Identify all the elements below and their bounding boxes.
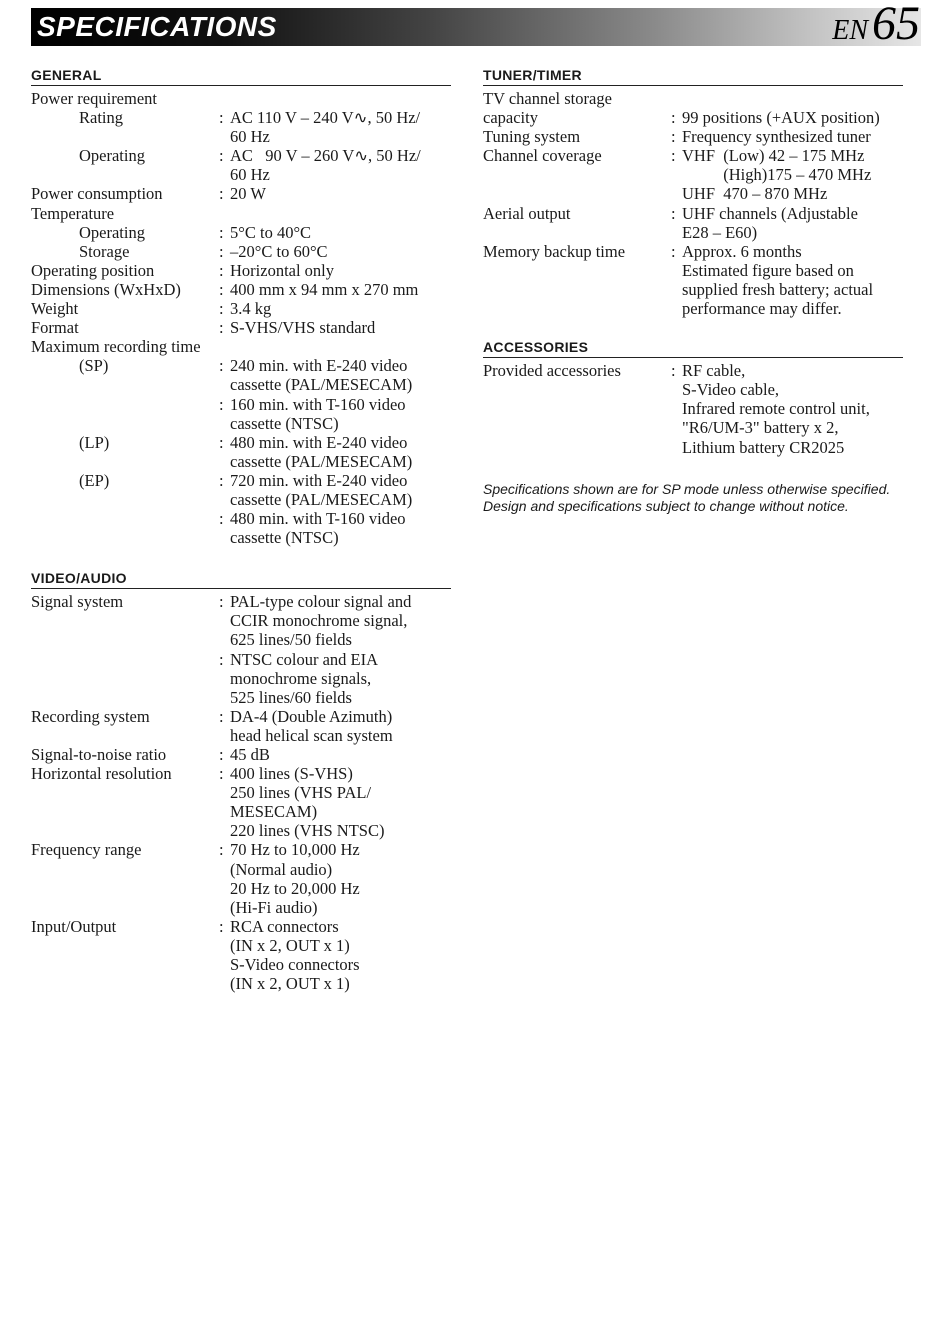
video-audio-section: [31, 569, 451, 993]
spec-label: Maximum recording time: [31, 337, 201, 357]
general-section: [31, 66, 451, 547]
spec-value: DA-4 (Double Azimuth) head helical scan system: [230, 706, 393, 745]
spec-row: (SP) : 240 min. with E-240 video cassette (PAL/MESECAM): [31, 356, 451, 394]
spec-row: (LP) : 480 min. with E-240 video cassette (PAL/MESECAM): [31, 433, 451, 471]
spec-label: Temperature: [31, 203, 115, 223]
spec-label: Operating position: [31, 260, 155, 280]
spec-label: [31, 509, 219, 547]
spec-label: (EP): [79, 470, 110, 490]
spec-label: Operating: [79, 222, 145, 242]
spec-value: UHF channels (Adjustable E28 – E60): [682, 203, 858, 242]
spec-row: [31, 89, 451, 108]
language-code: EN: [832, 15, 868, 46]
spec-value: NTSC colour and EIA monochrome signals, 525 lines/60 fields: [230, 649, 379, 707]
spec-value: 240 min. with E-240 video cassette (PAL/MESECAM): [230, 356, 413, 395]
spec-row: Horizontal resolution : 400 lines (S-VHS) 250 lines (VHS PAL/ MESECAM) 220 lines (VHS NTSC): [31, 764, 451, 840]
spec-value: Approx. 6 months Estimated figure based on supplied fresh battery; actual performance may differ.: [682, 241, 874, 319]
spec-label: Power consumption: [31, 184, 163, 204]
spec-value: S-VHS/VHS standard: [230, 318, 376, 338]
spec-label: Signal-to-noise ratio: [31, 745, 167, 764]
spec-value: –20°C to 60°C: [230, 241, 328, 261]
spec-row: Weight : 3.4 kg: [31, 299, 451, 318]
spec-row: Rating : AC 110 V – 240 V∿, 50 Hz/ 60 Hz: [31, 108, 451, 146]
spec-row: Format : S-VHS/VHS standard: [31, 318, 451, 337]
page-label: [832, 0, 920, 48]
spec-row: : NTSC colour and EIA monochrome signals, 525 lines/60 fields: [31, 650, 451, 707]
spec-row: Tuning system : Frequency synthesized tuner: [483, 127, 903, 146]
spec-value: 720 min. with E-240 video cassette (PAL/MESECAM): [230, 470, 413, 509]
spec-label: Memory backup time: [483, 241, 626, 261]
spec-value: 70 Hz to 10,000 Hz (Normal audio) 20 Hz to 20,000 Hz (Hi-Fi audio): [230, 840, 360, 917]
spec-row: Recording system : DA-4 (Double Azimuth) head helical scan system: [31, 707, 451, 745]
spec-label: Power requirement: [31, 89, 157, 108]
spec-value: Frequency synthesized tuner: [682, 127, 871, 147]
spec-value: 99 positions (+AUX position): [682, 108, 880, 128]
note-change-notice: Design and specifications subject to change without notice.: [483, 497, 849, 514]
spec-row: Storage : –20°C to 60°C: [31, 242, 451, 261]
spec-row: Aerial output : UHF channels (Adjustable E28 – E60): [483, 204, 903, 242]
spec-row: Dimensions (WxHxD) : 400 mm x 94 mm x 270 mm: [31, 280, 451, 299]
spec-row: Frequency range : 70 Hz to 10,000 Hz (Normal audio) 20 Hz to 20,000 Hz (Hi-Fi audio): [31, 840, 451, 916]
spec-label: [31, 650, 219, 707]
spec-row: Signal-to-noise ratio : 45 dB: [31, 745, 451, 764]
note-sp-mode: Specifications shown are for SP mode unless otherwise specified.: [483, 480, 891, 497]
spec-label: Input/Output: [31, 916, 117, 936]
spec-value: 20 W: [230, 184, 266, 204]
spec-value: VHF (Low) 42 – 175 MHz (High)175 – 470 MHz UHF 470 – 870 MHz: [682, 146, 872, 204]
spec-row: Operating : 5°C to 40°C: [31, 223, 451, 242]
spec-label: Rating: [79, 108, 123, 128]
spec-row: [31, 204, 451, 223]
spec-row: [483, 89, 903, 108]
spec-label: Aerial output: [483, 203, 571, 223]
spec-label: Channel coverage: [483, 146, 602, 166]
spec-label: Frequency range: [31, 840, 142, 860]
spec-row: : 480 min. with T-160 video cassette (NTSC): [31, 509, 451, 547]
right-column: [483, 66, 903, 515]
spec-row: (EP) : 720 min. with E-240 video cassette (PAL/MESECAM): [31, 471, 451, 509]
spec-row: Channel coverage : VHF (Low) 42 – 175 MHz (High)175 – 470 MHz UHF 470 – 870 MHz: [483, 146, 903, 203]
spec-value: 480 min. with T-160 video cassette (NTSC): [230, 509, 406, 548]
section-heading: ACCESSORIES: [483, 338, 903, 358]
spec-row: Memory backup time : Approx. 6 months Estimated figure based on supplied fresh battery; actual performance may differ.: [483, 242, 903, 318]
spec-label: Format: [31, 318, 79, 338]
spec-value: Horizontal only: [230, 260, 335, 280]
spec-label: Storage: [79, 241, 130, 261]
footnotes: [483, 481, 903, 515]
spec-value: AC 90 V – 260 V∿, 50 Hz/ 60 Hz: [230, 146, 421, 185]
spec-label: Recording system: [31, 706, 150, 726]
spec-label: TV channel storage: [483, 89, 612, 108]
spec-value: 400 mm x 94 mm x 270 mm: [230, 279, 419, 299]
spec-value: 3.4 kg: [230, 299, 272, 319]
spec-label: Signal system: [31, 592, 124, 612]
spec-value: 400 lines (S-VHS) 250 lines (VHS PAL/ MESECAM) 220 lines (VHS NTSC): [230, 764, 385, 841]
spec-value: 160 min. with T-160 video cassette (NTSC): [230, 394, 406, 433]
spec-row: [31, 337, 451, 356]
spec-label: Weight: [31, 299, 79, 319]
spec-label: (LP): [79, 432, 110, 452]
spec-row: Operating : AC 90 V – 260 V∿, 50 Hz/ 60 Hz: [31, 146, 451, 184]
spec-row: Signal system : PAL-type colour signal and CCIR monochrome signal, 625 lines/50 fields: [31, 592, 451, 649]
accessories-section: [483, 338, 903, 456]
spec-label: (SP): [79, 356, 109, 376]
spec-value: 45 dB: [230, 745, 270, 764]
spec-label: Horizontal resolution: [31, 764, 172, 784]
spec-value: PAL-type colour signal and CCIR monochrome signal, 625 lines/50 fields: [230, 592, 412, 650]
spec-row: Provided accessories : RF cable, S-Video cable, Infrared remote control unit, "R6/UM-3" battery x 2, Lithium battery CR2025: [483, 361, 903, 456]
spec-value: 480 min. with E-240 video cassette (PAL/MESECAM): [230, 432, 413, 471]
section-heading: TUNER/TIMER: [483, 66, 903, 86]
spec-row: Input/Output : RCA connectors (IN x 2, OUT x 1) S-Video connectors (IN x 2, OUT x 1): [31, 917, 451, 993]
spec-label: Provided accessories: [483, 361, 621, 381]
page-number: 65: [872, 0, 920, 50]
spec-row: Operating position : Horizontal only: [31, 261, 451, 280]
section-heading: VIDEO/AUDIO: [31, 569, 451, 589]
title-banner: [31, 8, 921, 46]
spec-label: capacity: [483, 108, 538, 128]
spec-row: capacity : 99 positions (+AUX position): [483, 108, 903, 127]
left-column: [31, 66, 451, 1011]
spec-label: Dimensions (WxHxD): [31, 279, 181, 299]
spec-label: Tuning system: [483, 127, 581, 147]
spec-label: [31, 395, 219, 433]
spec-row: Power consumption : 20 W: [31, 184, 451, 203]
section-heading: GENERAL: [31, 66, 451, 86]
spec-row: : 160 min. with T-160 video cassette (NTSC): [31, 395, 451, 433]
spec-label: Operating: [79, 146, 145, 166]
spec-value: AC 110 V – 240 V∿, 50 Hz/ 60 Hz: [230, 108, 421, 147]
tuner-timer-section: [483, 66, 903, 318]
spec-value: 5°C to 40°C: [230, 222, 312, 242]
spec-value: RCA connectors (IN x 2, OUT x 1) S-Video connectors (IN x 2, OUT x 1): [230, 916, 360, 994]
page-title: SPECIFICATIONS: [37, 11, 277, 42]
spec-value: RF cable, S-Video cable, Infrared remote control unit, "R6/UM-3" battery x 2, Lithium battery CR2025: [682, 361, 870, 457]
